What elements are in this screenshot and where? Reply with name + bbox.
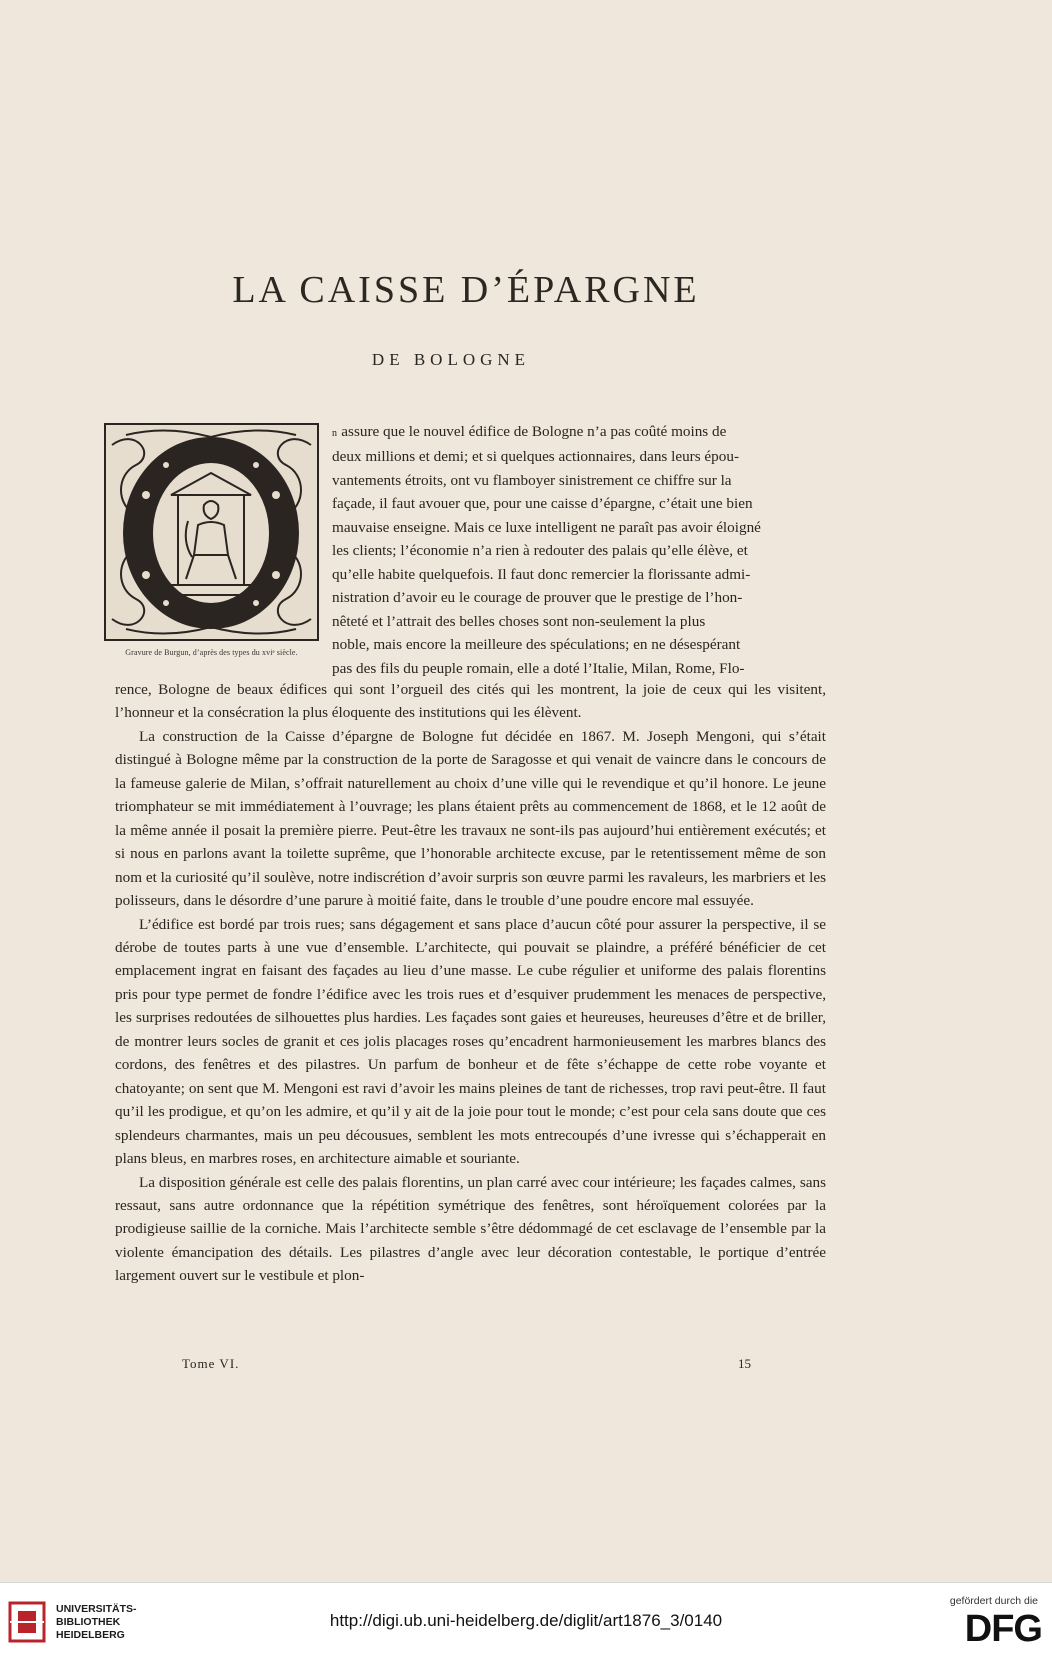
opening-paragraph: [332, 420, 826, 680]
volume-label: Tome VI.: [182, 1356, 240, 1371]
article-subtitle: DE BOLOGNE: [371, 350, 531, 369]
line-1: deux millions et demi; et si quelques actionnaires, dans leurs épou-: [332, 448, 740, 466]
line-10: pas des fils du peuple romain, elle a doté l’Italie, Milan, Rome, Flo-: [332, 659, 745, 677]
line-7: nistration d’avoir eu le courage de prouver que le prestige de l’hon-: [332, 589, 743, 607]
decorated-initial-illustration: [104, 423, 319, 641]
dfg-logo: DFG: [964, 1608, 1042, 1650]
paragraph-1-tail: rence, Bologne de beaux édifices qui sont l’orgueil des cités qui les montrent, la joie de ceux qui les visitent, l’honneur et la consécration la plus éloquente des institutions qui les élèvent.: [115, 681, 826, 722]
paragraph-4: La disposition générale est celle des palais florentins, un plan carré avec cour intérieure; les façades calmes, sans ressaut, sans autre ordonnance que la répétition symétrique des fenêtres, sont héroïquement colorées par la prodigieuse saillie de la corniche. Mais l’architecte semble s’être dédommagé de cet esclavage de l’ensemble par la violente émancipation des détails. Les pilastres d’angle avec leur décoration contestable, le portique d’entrée largement ouvert sur le vestibule et plon-: [115, 1173, 826, 1285]
article-title: LA CAISSE D’ÉPARGNE: [232, 269, 700, 311]
line-3: façade, il faut avouer que, pour une caisse d’épargne, c’était une bien: [332, 495, 753, 513]
ornament-engraving-icon: [106, 425, 317, 639]
permalink-url[interactable]: http://digi.ub.uni-heidelberg.de/diglit/art1876_3/0140: [329, 1611, 723, 1630]
university-library-name: UNIVERSITÄTS- BIBLIOTHEK HEIDELBERG: [56, 1603, 137, 1641]
illustration-caption: Gravure de Burgun, d’après des types du xviᵉ siècle.: [125, 648, 298, 657]
line-6: qu’elle habite quelquefois. Il faut donc remercier la florissante admi-: [332, 565, 751, 583]
first-word-rest: n: [332, 428, 338, 439]
line-4: mauvaise enseigne. Mais ce luxe intelligent ne paraît pas avoir éloigné: [332, 518, 761, 536]
paragraph-2: La construction de la Caisse d’épargne de Bologne fut décidée en 1867. M. Joseph Mengoni, qui s’était distingué à Bologne même par la construction de la porte de Saragosse et qui venait de vaincre dans le concours de la fameuse galerie de Milan, s’offrait naturellement au choix d’une ville qui le revendique et qu’il honore. Le jeune triomphateur se mit immédiatement à l’ouvrage; les plans étaient prêts au commencement de 1868, et le 12 août de la même année il posait la première pierre. Peut-être les travaux ne sont-ils pas aujourd’hui entièrement exécutés; et si nous en parlons avant la toilette suprême, que l’honorable architecte excuse, par le retentissement même de son nom et la curiosité qu’il soulève, notre indiscrétion d’avoir surpris son œuvre parmi les ravaleurs, les marbriers et les polisseurs, dans le désordre d’une parure à moitié faite, dans le trouble d’une poudre encore mal essuyée.: [115, 727, 826, 910]
line-2: vantements étroits, ont vu flamboyer sinistrement ce chiffre sur la: [332, 471, 732, 489]
line-0: n assure que le nouvel édifice de Bologne n’a pas coûté moins de: [332, 423, 727, 440]
line-5: les clients; l’économie n’a rien à redouter des palais qu’elle élève, et: [332, 542, 748, 560]
paragraph-3: L’édifice est bordé par trois rues; sans dégagement et sans place d’aucun côté pour assurer la perspective, il se dérobe de toutes parts à une vue d’ensemble. L’architecte, qui pouvait se plaindre, a préféré bénéficier de cet emplacement ingrat en faisant des façades au lieu d’une masse. Le cube régulier et uniforme des palais florentins pris pour type permet de fondre l’édifice avec les trois rues et d’esquiver prudemment les menaces de perspective, les surprises redoutées de silhouettes plus hardies. Les façades sont gaies et heureuses, heureuses d’être et de briller, de montrer leurs socles de granit et ces jolis placages roses qu’encadrent harmonieusement les marbres blancs des cordons, des fenêtres et des pilastres. Un parfum de bonheur et de fête s’échappe de cette robe voyante et chatoyante; on sent que M. Mengoni est ravi d’avoir les mains pleines de tant de richesses, trop ravi peut-être. Il faut qu’il les prodigue, et qu’on les admire, et qu’il y ait de la joie pour tout le monde; c’est pour cela sans doute que ces splendeurs charmantes, mais un peu décousues, semblent les mots entrecoupés d’une ivresse qui s’échapperait en plans bleus, en marbres roses, en architecture aimable et souriante.: [115, 915, 826, 1168]
page-number: 15: [738, 1356, 751, 1371]
digital-library-footer: [0, 1582, 1052, 1661]
line-9: noble, mais encore la meilleure des spéculations; en ne désespérant: [332, 636, 741, 654]
line-8: nêteté et l’attrait des belles choses sont non-seulement la plus: [332, 612, 706, 630]
body-text: [115, 678, 826, 1288]
sponsor-label: gefördert durch die: [949, 1595, 1038, 1607]
